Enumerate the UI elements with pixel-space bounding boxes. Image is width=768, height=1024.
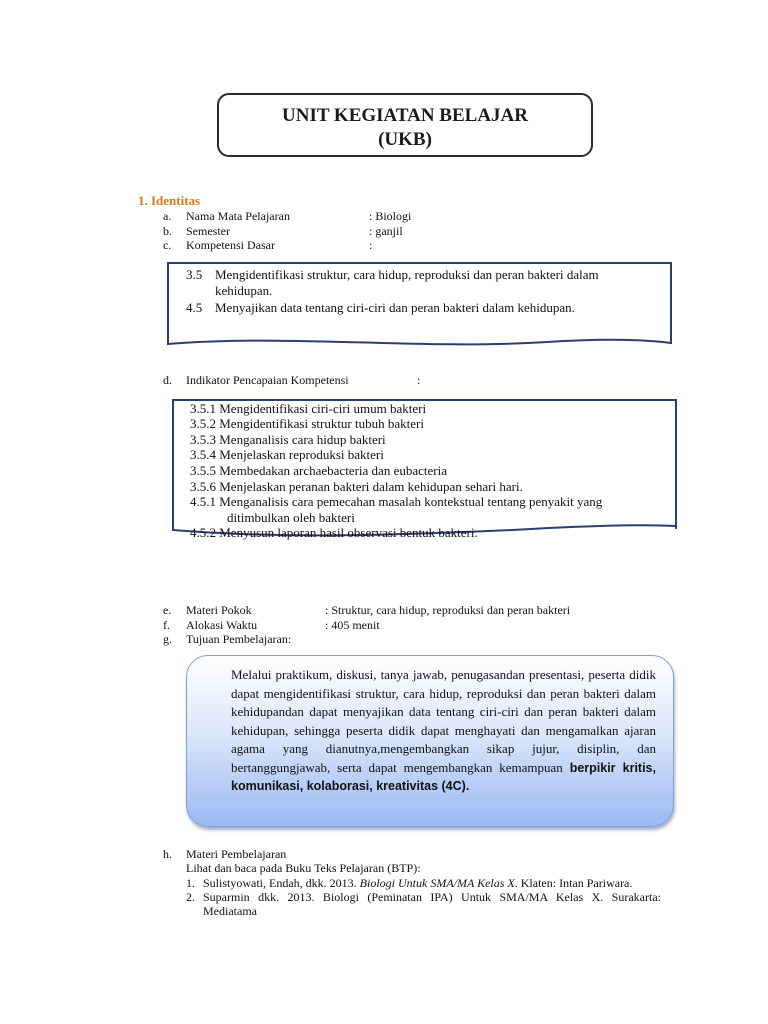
indicator-item: 3.5.3 Menganalisis cara hidup bakteri	[190, 432, 386, 447]
section-heading-identitas: 1. Identitas	[138, 193, 201, 208]
row-label: Nama Mata Pelajaran	[186, 209, 290, 223]
kd-box-wave-border	[167, 336, 672, 352]
indicator-item: 3.5.4 Menjelaskan reproduksi bakteri	[190, 447, 384, 462]
kd-num: 3.5	[186, 267, 203, 282]
tujuan-pembelajaran-text	[231, 666, 656, 796]
kd-text: Menyajikan data tentang ciri-ciri dan peran bakteri dalam kehidupan.	[215, 300, 575, 315]
reference-item-2	[186, 890, 676, 904]
row-c	[163, 238, 373, 252]
row-h	[163, 847, 287, 861]
goal-bold: berpikir kritis, komunikasi, kolaborasi, kreativitas (4C).	[231, 760, 656, 793]
row-label: Indikator Pencapaian Kompetensi	[186, 373, 349, 387]
row-value: : 405 menit	[325, 618, 380, 632]
kd-text: Mengidentifikasi struktur, cara hidup, reproduksi dan peran bakteri dalam	[215, 267, 599, 282]
ref-num: 2.	[186, 890, 195, 904]
ref-text	[203, 876, 632, 890]
row-value: : Struktur, cara hidup, reproduksi dan peran bakteri	[325, 603, 571, 617]
indicator-item: 4.5.1 Menganalisis cara pemecahan masalah kontekstual tentang penyakit yang	[190, 494, 603, 509]
row-value: :	[417, 373, 421, 387]
row-key: c.	[163, 238, 172, 252]
goal-body: Melalui praktikum, diskusi, tanya jawab, penugasandan presentasi, peserta didik dapat mengidentifikasi struktur, cara hidup, reproduksi dan peran bakteri dalam kehidupandan dapat menyajikan data tentang ciri-ciri dan peran bakteri dalam kehidupan, sehingga peserta didik dapat menghayati dan mengamalkan ajaran agama yang dianutnya,mengembangkan sikap jujur, disiplin, dan bertanggungjawab, serta dapat mengembangkan kemampuan	[231, 667, 656, 775]
row-value: : ganjil	[369, 224, 403, 238]
row-label: Materi Pokok	[186, 603, 252, 617]
row-key: b.	[163, 224, 172, 238]
kd-item-4-5	[186, 300, 575, 316]
indicator-item: ditimbulkan oleh bakteri	[227, 510, 355, 525]
row-label: Kompetensi Dasar	[186, 238, 275, 252]
indicator-item: 3.5.5 Membedakan archaebacteria dan eubacteria	[190, 463, 447, 478]
ref-post: . Klaten: Intan Pariwara.	[514, 876, 633, 890]
row-key: h.	[163, 847, 172, 861]
ref-pre: Sulistyowati, Endah, dkk. 2013.	[203, 876, 360, 890]
row-label: Tujuan Pembelajaran:	[186, 632, 292, 646]
indicator-item: 3.5.1 Mengidentifikasi ciri-ciri umum bakteri	[190, 401, 427, 416]
row-b	[163, 224, 403, 238]
row-label: Materi Pembelajaran	[186, 847, 287, 861]
reference-item-2-cont: Mediatama	[203, 904, 257, 918]
ref-num: 1.	[186, 876, 195, 890]
reference-item-1	[186, 876, 676, 890]
row-d	[163, 373, 421, 387]
materi-intro: Lihat dan baca pada Buku Teks Pelajaran (BTP):	[186, 861, 421, 875]
row-value: :	[369, 238, 373, 252]
row-key: d.	[163, 373, 172, 387]
row-label: Semester	[186, 224, 230, 238]
row-e	[163, 603, 571, 617]
indicator-item: 4.5.2 Menyusun laporan hasil observasi bentuk bakteri.	[190, 525, 478, 540]
indicator-item: 3.5.2 Mengidentifikasi struktur tubuh bakteri	[190, 416, 424, 431]
row-key: g.	[163, 632, 172, 646]
title-line2: (UKB)	[378, 129, 432, 150]
ref-book-title: Biologi Untuk SMA/MA Kelas X	[359, 876, 515, 890]
title-box	[217, 93, 593, 157]
kd-item-3-5-cont: kehidupan.	[215, 283, 273, 298]
row-g	[163, 632, 292, 646]
kd-num: 4.5	[186, 300, 203, 315]
row-label: Alokasi Waktu	[186, 618, 258, 632]
row-key: e.	[163, 603, 172, 617]
row-f	[163, 618, 380, 632]
row-key: f.	[163, 618, 170, 632]
row-a	[163, 209, 412, 223]
kd-item-3-5	[186, 267, 599, 283]
ref-text: Suparmin dkk. 2013. Biologi (Peminatan IPA) Untuk SMA/MA Kelas X. Surakarta:	[203, 890, 661, 904]
title-line1: UNIT KEGIATAN BELAJAR	[282, 105, 528, 126]
row-key: a.	[163, 209, 172, 223]
indicator-item: 3.5.6 Menjelaskan peranan bakteri dalam kehidupan sehari hari.	[190, 479, 523, 494]
row-value: : Biologi	[369, 209, 412, 223]
